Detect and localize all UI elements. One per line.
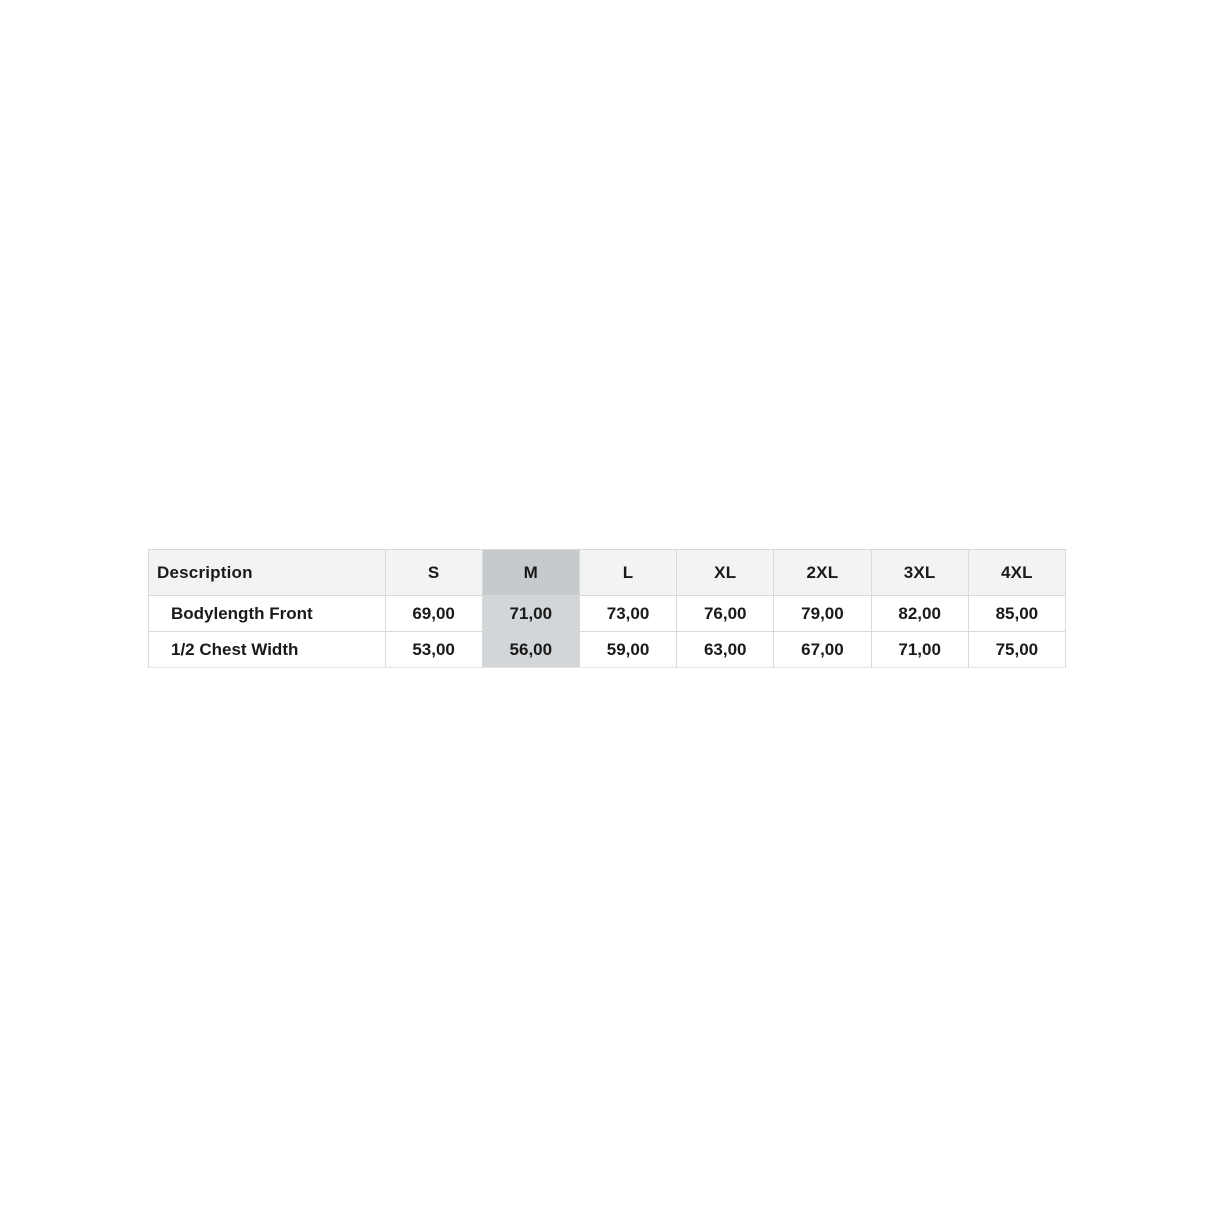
cell-chest-xl: 63,00 [677, 632, 774, 668]
cell-bodylength-2xl: 79,00 [774, 596, 871, 632]
table-bottom-rule [148, 662, 1066, 668]
cell-chest-l: 59,00 [579, 632, 676, 668]
cell-chest-s: 53,00 [385, 632, 482, 668]
column-header-xl: XL [677, 550, 774, 596]
column-header-m: M [482, 550, 579, 596]
cell-bodylength-3xl: 82,00 [871, 596, 968, 632]
column-header-s: S [385, 550, 482, 596]
cell-bodylength-m: 71,00 [482, 596, 579, 632]
column-header-description: Description [149, 550, 386, 596]
table-row [149, 596, 1066, 632]
cell-bodylength-xl: 76,00 [677, 596, 774, 632]
cell-bodylength-4xl: 85,00 [968, 596, 1065, 632]
size-chart-container [148, 549, 1066, 668]
column-header-l: L [579, 550, 676, 596]
cell-chest-m: 56,00 [482, 632, 579, 668]
cell-chest-4xl: 75,00 [968, 632, 1065, 668]
row-label-bodylength-front: Bodylength Front [149, 596, 386, 632]
row-label-half-chest-width: 1/2 Chest Width [149, 632, 386, 668]
column-header-4xl: 4XL [968, 550, 1065, 596]
column-header-2xl: 2XL [774, 550, 871, 596]
size-chart-table [148, 549, 1066, 668]
cell-bodylength-l: 73,00 [579, 596, 676, 632]
column-header-3xl: 3XL [871, 550, 968, 596]
cell-chest-3xl: 71,00 [871, 632, 968, 668]
cell-bodylength-s: 69,00 [385, 596, 482, 632]
cell-chest-2xl: 67,00 [774, 632, 871, 668]
table-header-row [149, 550, 1066, 596]
